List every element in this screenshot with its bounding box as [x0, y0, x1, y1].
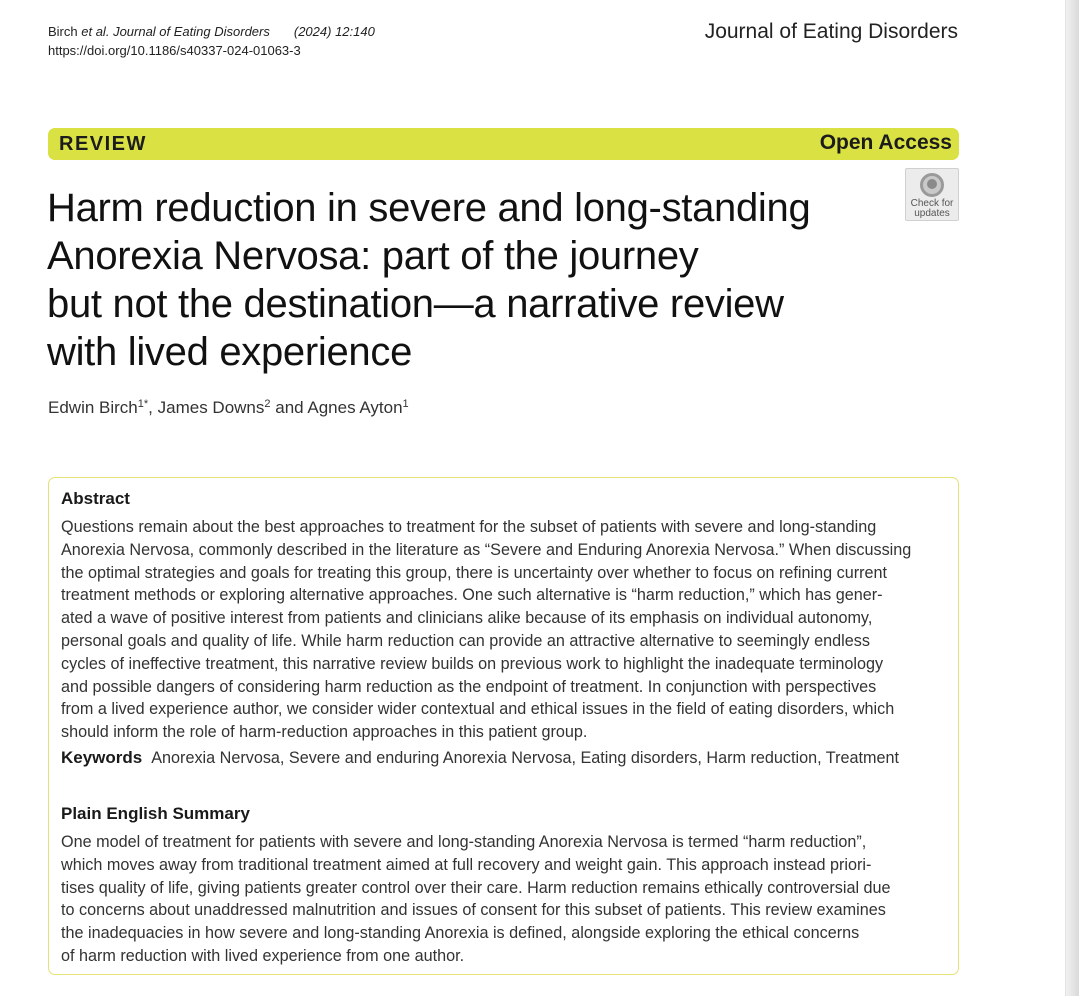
summary-line: One model of treatment for patients with severe and long-standing Anorexia Nervosa is termed “harm reduction”, [61, 833, 867, 851]
title-line: but not the destination—a narrative review [47, 282, 784, 326]
abstract-line: the optimal strategies and goals for treating this group, there is uncertainty over whether to focus on refining current [61, 563, 888, 582]
plain-summary-heading: Plain English Summary [61, 804, 250, 823]
check-for-updates-button[interactable] [905, 168, 959, 221]
citation-line [48, 22, 375, 41]
abstract-line: treatment methods or exploring alternative approaches. One such alternative is “harm reduction,” which has gener- [61, 586, 883, 605]
citation-et-al: et al. [81, 24, 110, 39]
summary-line: which moves away from traditional treatment aimed at full recovery and weight gain. This approach instead priori- [61, 855, 872, 874]
summary-line: the inadequacies in how severe and long-standing Anorexia is defined, alongside exploring the ethical concerns [61, 924, 860, 943]
author-affiliation: 2 [264, 398, 271, 410]
abstract-line: ated a wave of positive interest from patients and clinicians alike because of its emphasis on individual autonomy, [61, 609, 873, 628]
check-updates-label [906, 199, 958, 219]
title-line: Anorexia Nervosa: part of the journey [47, 234, 699, 278]
abstract-line: cycles of ineffective treatment, this narrative review builds on previous work to highlight the inadequate terminology [61, 654, 884, 673]
abstract-line: Anorexia Nervosa, commonly described in the literature as “Severe and Enduring Anorexia Nervosa.” When discussing [61, 540, 912, 559]
citation-journal: Journal of Eating Disorders [113, 24, 270, 39]
keywords-row [61, 748, 899, 768]
article-type-banner [48, 128, 959, 160]
summary-line: tises quality of life, giving patients greater control over their care. Harm reduction remains ethically controversial due [61, 878, 891, 897]
citation-header [48, 22, 375, 60]
author-name[interactable]: Edwin Birch [48, 398, 138, 417]
article-type-label: REVIEW [59, 133, 147, 155]
author-list [48, 398, 409, 418]
title-line: Harm reduction in severe and long-standing [47, 186, 811, 230]
check-updates-label-line2: updates [914, 208, 950, 219]
abstract-line: from a lived experience author, we consider wider contextual and ethical issues in the field of eating disorders, which [61, 700, 895, 719]
abstract-line: and possible dangers of considering harm reduction as the endpoint of treatment. In conjunction with perspectives [61, 677, 877, 696]
doi-link[interactable]: https://doi.org/10.1186/s40337-024-01063-3 [48, 43, 301, 58]
plain-summary-text [61, 831, 951, 968]
article-title [47, 184, 897, 376]
author-affiliation: 1 [402, 398, 409, 410]
citation-year-volume: (2024) 12:140 [293, 24, 375, 39]
check-updates-icon [920, 173, 944, 197]
abstract-heading: Abstract [61, 489, 130, 508]
keywords-text: Anorexia Nervosa, Severe and enduring Anorexia Nervosa, Eating disorders, Harm reduction, Treatment [151, 749, 899, 767]
author-name[interactable]: Agnes Ayton [307, 398, 403, 417]
abstract-box [48, 477, 959, 975]
author-affiliation: 1* [137, 398, 149, 410]
abstract-text [61, 516, 951, 744]
abstract-line: should inform the role of harm-reduction approaches in this patient group. [61, 723, 588, 742]
author-separator: and [270, 398, 308, 417]
journal-name: Journal of Eating Disorders [704, 20, 958, 43]
citation-author: Birch [48, 24, 78, 39]
summary-line: of harm reduction with lived experience from one author. [61, 946, 465, 965]
author-separator: , [148, 398, 158, 417]
open-access-label: Open Access [819, 131, 952, 154]
author-name[interactable]: James Downs [157, 398, 265, 417]
abstract-line: personal goals and quality of life. While harm reduction can provide an attractive alternative to seemingly endless [61, 631, 870, 650]
summary-line: to concerns about unaddressed malnutrition and issues of consent for this subset of patients. This review examines [61, 901, 886, 920]
page-edge [1065, 0, 1079, 996]
check-updates-label-line1: Check for [910, 198, 954, 209]
keywords-label: Keywords [61, 748, 143, 767]
abstract-line: Questions remain about the best approaches to treatment for the subset of patients with severe and long-standing [61, 518, 877, 536]
title-line: with lived experience [47, 330, 413, 374]
